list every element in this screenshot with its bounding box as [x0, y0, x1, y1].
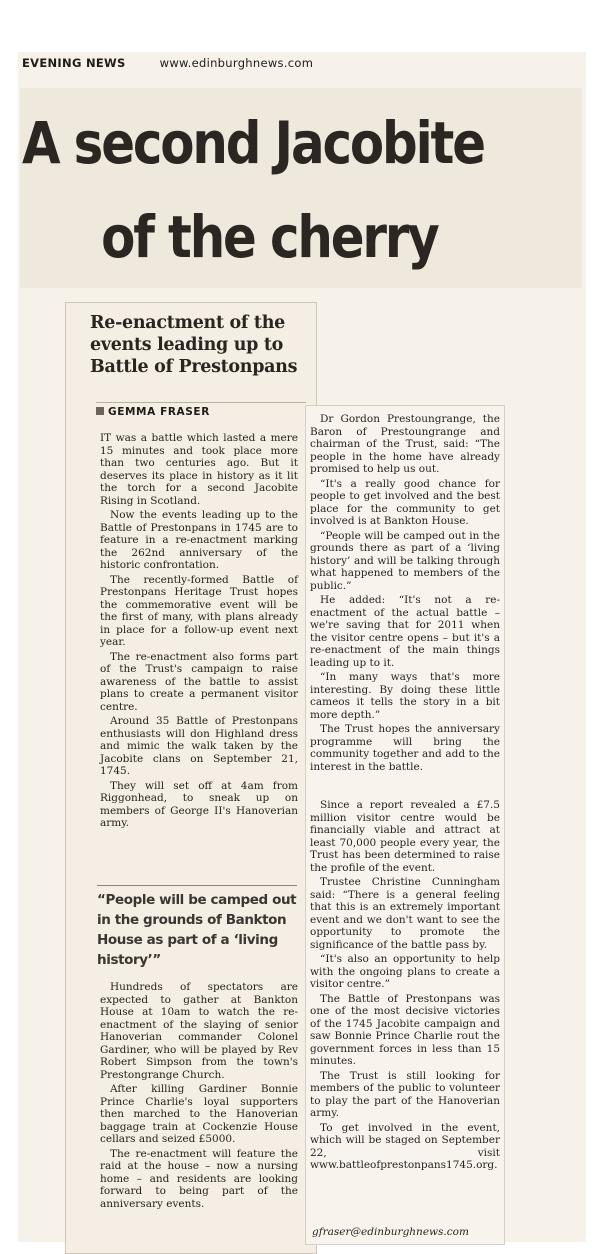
paragraph: The re-enactment also forms part of the Trust's campaign to raise awareness of the battle to assist plans to create a permanent visitor centre.: [100, 650, 298, 713]
paragraph: “It's a really good chance for people to get involved and the best place for the community to get involved is at Bankton House.: [310, 477, 500, 527]
column-1: [100, 432, 298, 832]
paragraph: The Battle of Prestonpans was one of the most decisive victories of the 1745 Jacobite campaign and saw Bonnie Prince Charlie rout the government forces in less than 15 minutes.: [310, 992, 500, 1067]
paragraph: They will set off at 4am from Riggonhead, to sneak up on members of George II's Hanoverian army.: [100, 779, 298, 829]
paragraph: The re-enactment will feature the raid at the house – now a nursing home – and residents are looking forward to being part of the anniversary events.: [100, 1147, 298, 1210]
paragraph: The Trust hopes the anniversary programme will bring the community together and add to the interest in the battle.: [310, 723, 500, 773]
paragraph: He added: “It's not a re-enactment of the actual battle – we're saving that for 2011 when the visitor centre opens – but it's a re-enactment of the main things leading up to it.: [310, 594, 500, 669]
pull-quote: “People will be camped out in the grounds of Bankton House as part of a ‘living history’”: [97, 885, 297, 970]
standfirst: Re-enactment of the events leading up to Battle of Prestonpans: [90, 313, 298, 377]
column-2-continued: [310, 799, 500, 1174]
byline: [96, 402, 306, 418]
headline-line-2: of the cherry: [101, 203, 438, 271]
author-name: GEMMA FRASER: [108, 406, 210, 418]
headline-line-1: A second Jacobite: [22, 109, 484, 177]
author-email: gfraser@edinburghnews.com: [312, 1226, 469, 1238]
paragraph: After killing Gardiner Bonnie Prince Charlie's loyal supporters then marched to the Hanoverian baggage train at Cockenzie House cellars and seized £5000.: [100, 1083, 298, 1145]
paragraph: Dr Gordon Prestoungrange, the Baron of Prestoungrange and chairman of the Trust, said: “The people in the home have already promised to help us out.: [310, 413, 500, 475]
paragraph: Hundreds of spectators are expected to gather at Bankton House at 10am to watch the re-enactment of the slaying of senior Hanoverian commander Colonel Gardiner, who will be played by Rev Robert Simpson from the town's Prestongrange Church.: [100, 981, 298, 1081]
paragraph: Since a report revealed a £7.5 million visitor centre would be financially viable and attract at least 70,000 people every year, the Trust has been determined to raise the profile of the event.: [310, 799, 500, 874]
paragraph: “It's also an opportunity to help with the ongoing plans to create a visitor centre.”: [310, 953, 500, 990]
headline: [22, 96, 512, 284]
paragraph: Now the events leading up to the Battle of Prestonpans in 1745 are to feature in a re-enactment marking the 262nd anniversary of the historic confrontation.: [100, 509, 298, 571]
column-2: [310, 413, 500, 775]
paragraph: To get involved in the event, which will be staged on September 22, visit www.battleofprestonpans1745.org.: [310, 1121, 500, 1171]
paragraph: The recently-formed Battle of Prestonpans Heritage Trust hopes the commemorative event will be the first of many, with plans already in place for a follow-up event next year.: [100, 573, 298, 648]
newspaper-name: EVENING NEWS: [22, 56, 126, 70]
paragraph: “In many ways that's more interesting. By doing these little cameos it tells the story in a bit more depth.”: [310, 671, 500, 721]
paragraph: “People will be camped out in the grounds there as part of a ‘living history’ and will be talking through what happened to members of the public.”: [310, 529, 500, 592]
masthead: [22, 56, 582, 70]
paragraph: Around 35 Battle of Prestonpans enthusiasts will don Highland dress and mimic the walk taken by the Jacobite clans on September 21, 1745.: [100, 715, 298, 777]
paragraph: Trustee Christine Cunningham said: “There is a general feeling that this is an extremely important event and we don't want to see the opportunity to promote the significance of the battle pass by.: [310, 876, 500, 951]
paragraph: The Trust is still looking for members of the public to volunteer to play the part of the Hanoverian army.: [310, 1069, 500, 1119]
paragraph: IT was a battle which lasted a mere 15 minutes and took place more than two centuries ago. But it deserves its place in history as it lit the torch for a second Jacobite Rising in Scotland.: [100, 432, 298, 507]
newspaper-url: www.edinburghnews.com: [159, 56, 314, 70]
byline-bullet-icon: [96, 407, 104, 415]
column-1-continued: [100, 981, 298, 1212]
